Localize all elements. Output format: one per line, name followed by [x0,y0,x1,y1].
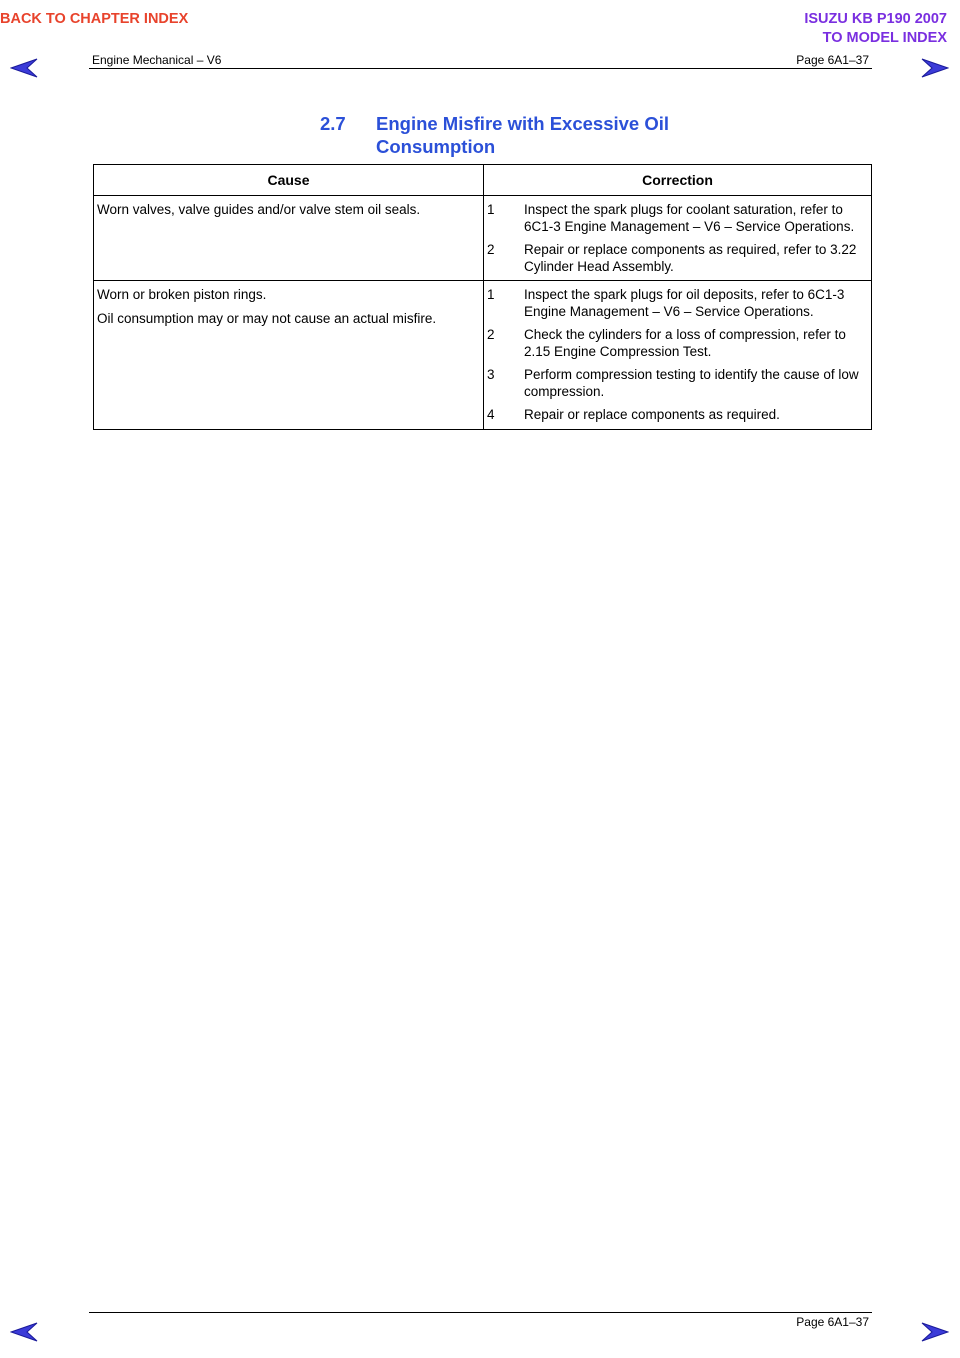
left-arrow-icon[interactable] [10,58,38,78]
step-text: Repair or replace components as required. [524,407,780,422]
table-row [94,196,872,281]
step-number: 4 [487,407,495,422]
correction-step [487,407,868,424]
column-header-cause: Cause [94,165,484,196]
cause-note: Oil consumption may or may not cause an actual misfire. [97,310,437,326]
step-text: Inspect the spark plugs for coolant saturation, refer to 6C1-3 Engine Management – V6 – Service Operations. [524,202,855,234]
step-text: Perform compression testing to identify the cause of low compression. [524,367,859,399]
correction-step [487,287,868,320]
step-text: Repair or replace components as required, refer to 3.22 Cylinder Head Assembly. [524,242,857,274]
to-model-index-link[interactable]: TO MODEL INDEX [822,30,947,46]
step-number: 2 [487,327,495,342]
right-arrow-icon[interactable] [921,1322,949,1342]
cause-cell [94,196,484,281]
header-section-name: Engine Mechanical – V6 [92,53,222,67]
left-arrow-icon[interactable] [10,1322,38,1342]
step-number: 1 [487,202,495,217]
step-number: 1 [487,287,495,302]
correction-step [487,242,868,275]
footer-divider [89,1312,872,1313]
correction-cell [484,281,872,430]
section-number: 2.7 [320,113,346,134]
cause-cell [94,281,484,430]
correction-step [487,202,868,235]
column-header-correction: Correction [484,165,872,196]
cause-text: Worn valves, valve guides and/or valve stem oil seals. [97,202,421,217]
section-title: Engine Misfire with Excessive Oil Consumption [376,113,670,157]
header-divider [89,68,872,69]
diagnosis-table [93,164,872,430]
correction-cell [484,196,872,281]
back-to-chapter-index-link[interactable]: BACK TO CHAPTER INDEX [0,11,189,27]
correction-step [487,367,868,400]
table-row [94,281,872,430]
footer-page-number: Page 6A1–37 [796,1315,869,1329]
table-header-row [94,165,872,196]
header-page-number: Page 6A1–37 [796,53,869,67]
step-text: Check the cylinders for a loss of compression, refer to 2.15 Engine Compression Test. [524,327,846,359]
step-number: 2 [487,242,495,257]
model-title: ISUZU KB P190 2007 [804,11,947,27]
correction-step [487,327,868,360]
step-number: 3 [487,367,495,382]
right-arrow-icon[interactable] [921,58,949,78]
step-text: Inspect the spark plugs for oil deposits, refer to 6C1-3 Engine Management – V6 – Service Operations. [524,287,845,319]
cause-text: Worn or broken piston rings. [97,287,267,302]
